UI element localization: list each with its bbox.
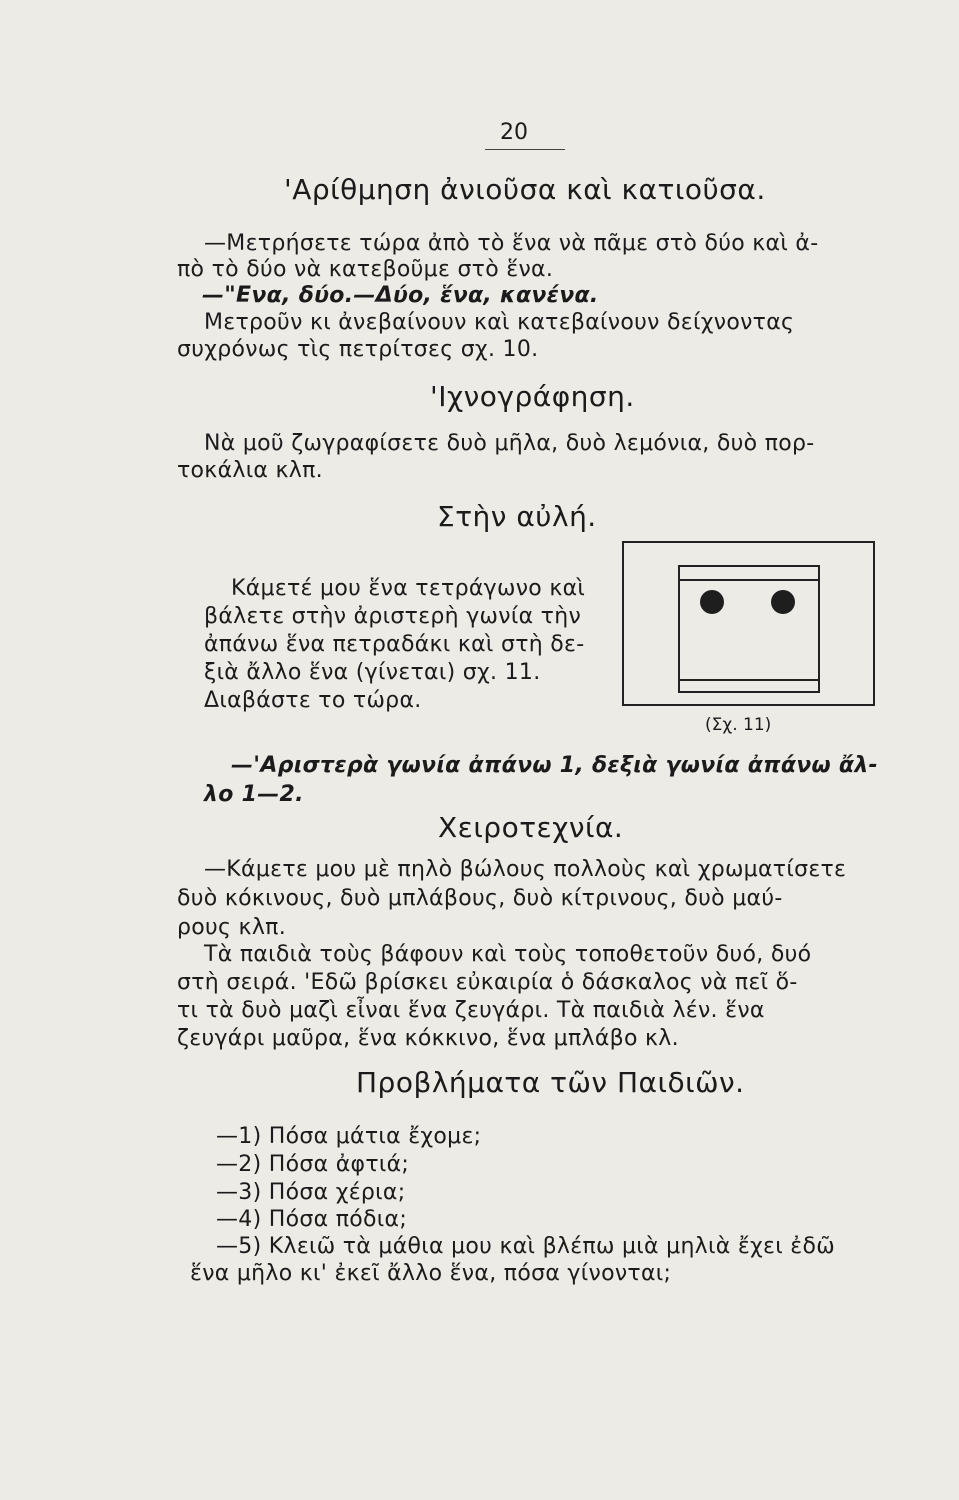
problem-1: —1) Πόσα μάτια ἔχομε; bbox=[216, 1124, 482, 1149]
section-title-counting: 'Αρίθμηση ἀνιοῦσα καὶ κατιοῦσα. bbox=[284, 173, 766, 206]
problem-3: —3) Πόσα χέρια; bbox=[216, 1180, 406, 1205]
problem-5-line-2: ἕνα μῆλο κι' ἐκεῖ ἄλλο ἕνα, πόσα γίνονται; bbox=[190, 1261, 672, 1286]
yard-answer-line-2: λο 1—2. bbox=[204, 782, 304, 807]
yard-line-1: Κάμετέ μου ἕνα τετράγωνο καὶ bbox=[231, 576, 586, 601]
handicraft-line-6: τι τὰ δυὸ μαζὶ εἶναι ἕνα ζευγάρι. Τὰ παιδιὰ λέν. ἕνα bbox=[177, 998, 765, 1023]
section-title-problems: Προβλήματα τῶν Παιδιῶν. bbox=[356, 1066, 745, 1099]
pebble-right bbox=[771, 590, 795, 614]
counting-line-3: —"Ενα, δύο.—Δύο, ἕνα, κανένα. bbox=[202, 283, 599, 308]
problem-2: —2) Πόσα ἀφτιά; bbox=[216, 1152, 410, 1177]
yard-line-3: ἀπάνω ἕνα πετραδάκι καὶ στὴ δε- bbox=[204, 632, 585, 657]
section-title-handicraft: Χειροτεχνία. bbox=[438, 811, 624, 844]
page-number: 20 bbox=[500, 120, 528, 145]
pebble-left bbox=[700, 590, 724, 614]
figure-11-bottom-band bbox=[680, 679, 818, 691]
yard-line-2: βάλετε στὴν ἀριστερὴ γωνία τὴν bbox=[204, 604, 582, 629]
yard-answer-line-1: —'Αριστερὰ γωνία ἀπάνω 1, δεξιὰ γωνία ἀπάνω ἄλ- bbox=[231, 753, 878, 778]
problem-4: —4) Πόσα πόδια; bbox=[216, 1207, 408, 1232]
figure-11-top-band bbox=[680, 567, 818, 581]
counting-line-5: συχρόνως τὶς πετρίτσες σχ. 10. bbox=[177, 337, 539, 362]
figure-11-caption: (Σχ. 11) bbox=[705, 715, 772, 735]
yard-line-4: ξιὰ ἄλλο ἕνα (γίνεται) σχ. 11. bbox=[204, 660, 541, 685]
counting-line-1: —Μετρήσετε τώρα ἀπὸ τὸ ἕνα νὰ πᾶμε στὸ δύο καὶ ἀ- bbox=[204, 231, 819, 256]
counting-line-4: Μετροῦν κι ἀνεβαίνουν καὶ κατεβαίνουν δείχνοντας bbox=[204, 310, 795, 335]
counting-line-2: πὸ τὸ δύο νὰ κατεβοῦμε στὸ ἕνα. bbox=[177, 257, 554, 282]
yard-line-5: Διαβάστε το τώρα. bbox=[204, 688, 422, 713]
handicraft-line-7: ζευγάρι μαῦρα, ἕνα κόκκινο, ἕνα μπλάβο κλ. bbox=[177, 1026, 679, 1051]
section-title-yard: Στὴν αὐλή. bbox=[437, 500, 597, 533]
page-number-rule bbox=[485, 149, 565, 150]
tracing-line-2: τοκάλια κλπ. bbox=[177, 458, 323, 483]
handicraft-line-1: —Κάμετε μου μὲ πηλὸ βώλους πολλοὺς καὶ χρωματίσετε bbox=[204, 857, 847, 882]
handicraft-line-2: δυὸ κόκινους, δυὸ μπλάβους, δυὸ κίτρινους, δυὸ μαύ- bbox=[177, 886, 783, 911]
handicraft-line-5: στὴ σειρά. 'Εδῶ βρίσκει εὐκαιρία ὁ δάσκαλος νὰ πεῖ ὅ- bbox=[177, 970, 798, 995]
problem-5-line-1: —5) Κλειῶ τὰ μάθια μου καὶ βλέπω μιὰ μηλιὰ ἔχει ἐδῶ bbox=[216, 1234, 835, 1259]
handicraft-line-4: Τὰ παιδιὰ τοὺς βάφουν καὶ τοὺς τοποθετοῦν δυό, δυό bbox=[204, 942, 812, 967]
section-title-tracing: 'Ιχνογράφηση. bbox=[430, 380, 635, 413]
tracing-line-1: Νὰ μοῦ ζωγραφίσετε δυὸ μῆλα, δυὸ λεμόνια, δυὸ πορ- bbox=[204, 431, 815, 456]
handicraft-line-3: ρους κλπ. bbox=[177, 915, 286, 940]
figure-11-inner-square bbox=[678, 565, 820, 693]
